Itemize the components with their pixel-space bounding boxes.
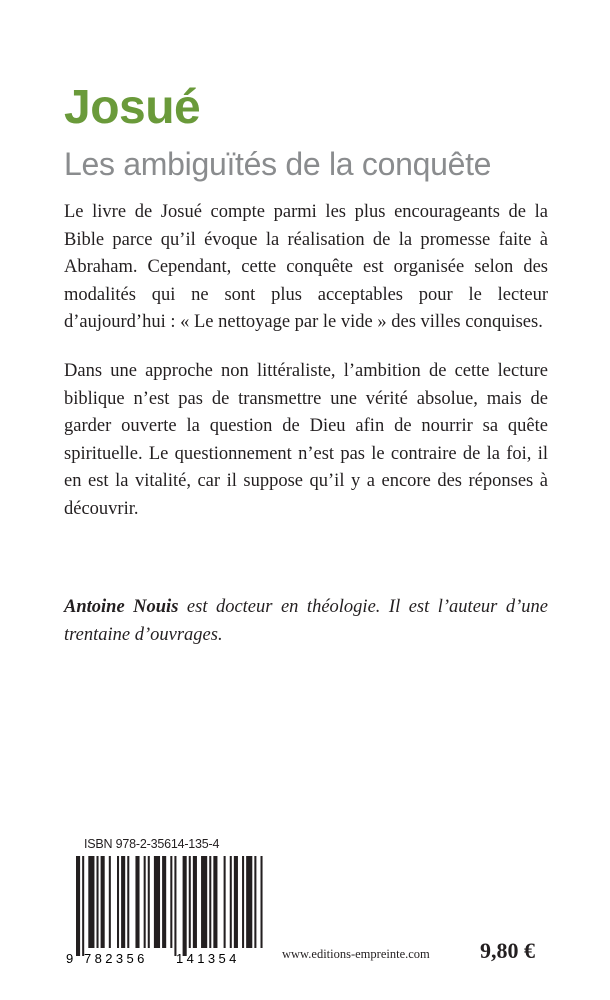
barcode-bar	[117, 856, 119, 948]
barcode-bar	[121, 856, 125, 948]
barcode-digit-first: 9	[66, 951, 74, 966]
barcode-bar	[109, 856, 111, 948]
barcode-bar	[144, 856, 146, 948]
barcode-bar	[101, 856, 105, 948]
blurb-paragraph-2: Dans une approche non littéraliste, l’ambition de cette lecture biblique n’est pas de transmettre une vérité absolue, mais de garder ouverte la question de Dieu afin de nourrir sa quête spirituelle. Le questionnement n’est pas le contraire de la foi, il en est la vitalité, car il suppose qu’il y a encore des réponses à découvrir.	[64, 361, 548, 519]
barcode-bar	[261, 856, 263, 948]
barcode-bar	[97, 856, 99, 948]
barcode-bar	[242, 856, 244, 948]
barcode-bar	[82, 856, 84, 956]
author-name: Antoine Nouis	[64, 597, 179, 617]
barcode-bar	[189, 856, 191, 948]
barcode-bar	[162, 856, 166, 948]
barcode-bar	[183, 856, 187, 956]
barcode-bar	[224, 856, 226, 948]
barcode-bar	[135, 856, 139, 948]
barcode	[64, 856, 270, 966]
barcode-bar	[246, 856, 252, 948]
barcode-bar	[230, 856, 232, 948]
book-subtitle: Les ambiguïtés de la conquête	[64, 146, 492, 182]
isbn-label: ISBN 978-2-35614-135-4	[84, 837, 220, 851]
barcode-bar	[254, 856, 256, 948]
barcode-bar	[148, 856, 150, 948]
book-title: Josué	[64, 81, 201, 134]
barcode-bar	[174, 856, 176, 956]
barcode-bar	[193, 856, 197, 948]
barcode-bar	[88, 856, 94, 948]
barcode-digits-left: 782356	[84, 951, 148, 966]
barcode-digits-right: 141354	[176, 951, 240, 966]
barcode-bar	[201, 856, 207, 948]
barcode-bar	[170, 856, 172, 948]
author-bio-text: est docteur en théologie. Il est l’auteur d’une trentaine d’ouvrages.	[64, 597, 548, 645]
publisher-website: www.editions-empreinte.com	[282, 947, 430, 961]
barcode-bar	[209, 856, 211, 948]
barcode-bar	[127, 856, 129, 948]
barcode-bar	[234, 856, 238, 948]
barcode-bar	[76, 856, 80, 956]
barcode-bar	[154, 856, 160, 948]
author-bio	[64, 594, 548, 649]
blurb-paragraph-1: Le livre de Josué compte parmi les plus encourageants de la Bible parce qu’il évoque la réalisation de la promesse faite à Abraham. Cependant, cette conquête est organisée selon des modalités qui ne sont plus acceptables pour le lecteur d’aujourd’hui : « Le nettoyage par le vide » des villes conquises.	[64, 202, 548, 333]
barcode-bar	[213, 856, 217, 948]
price: 9,80 €	[480, 938, 535, 963]
